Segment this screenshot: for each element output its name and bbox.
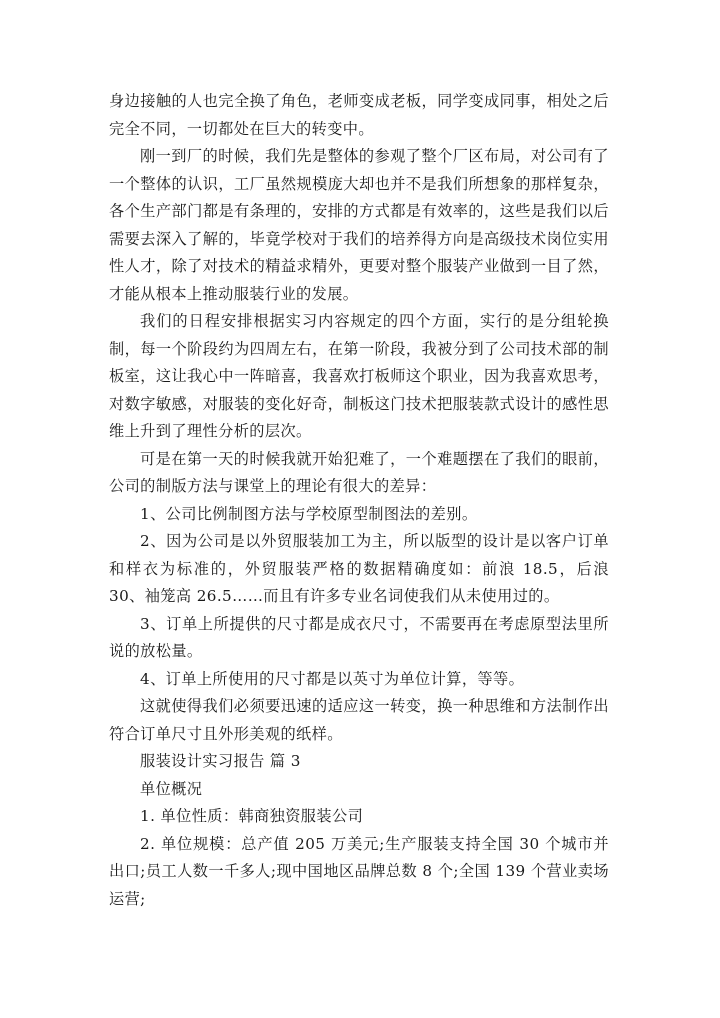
unit-nature: 1. 单位性质：韩商独资服装公司 — [140, 807, 364, 825]
list-item-4: 4、订单上所使用的尺寸都是以英寸为单位计算，等等。 — [140, 669, 525, 688]
paragraph-first-day: 可是在第一天的时候我就开始犯难了，一个难题摆在了我们的眼前，公司的制版方法与课堂上的理论有很大的差异： — [109, 449, 609, 495]
subsection-heading: 单位概况 — [140, 779, 203, 798]
paragraph-conclusion: 这就使得我们必须要迅速的适应这一转变，换一种思维和方法制作出符合订单尺寸且外形美观的纸样。 — [109, 697, 609, 743]
paragraph-role-change: 身边接触的人也完全换了角色，老师变成老板，同学变成同事，相处之后完全不同，一切都处在巨大的转变中。 — [109, 92, 609, 138]
paragraph-schedule: 我们的日程安排根据实习内容规定的四个方面，实行的是分组轮换制，每一个阶段约为四周左右，在第一阶段，我被分到了公司技术部的制板室，这让我心中一阵暗喜，我喜欢打板师这个职业，因为我喜欢思考，对数字敏感，对服装的变化好奇，制板这门技术把服装款式设计的感性思维上升到了理性分析的层次。 — [109, 312, 609, 440]
list-item-2: 2、因为公司是以外贸服装加工为主，所以版型的设计是以客户订单和样衣为标准的，外贸服装严格的数据精确度如：前浪 18.5，后浪 30、袖笼高 26.5……而且有许多专业名词使我们从未使用过的。 — [109, 532, 609, 605]
unit-scale: 2. 单位规模：总产值 205 万美元;生产服装支持全国 30 个城市并出口;员工人数一千多人;现中国地区品牌总数 8 个;全国 139 个营业卖场运营; — [109, 834, 609, 908]
section-heading: 服装设计实习报告 篇 3 — [140, 752, 301, 770]
list-item-1: 1、公司比例制图方法与学校原型制图法的差别。 — [140, 504, 478, 523]
document-body — [109, 88, 609, 913]
list-item-3: 3、订单上所提供的尺寸都是成衣尺寸，不需要再在考虑原型法里所说的放松量。 — [109, 614, 609, 660]
paragraph-factory-visit: 刚一到厂的时候，我们先是整体的参观了整个厂区布局，对公司有了一个整体的认识，工厂虽然规模庞大却也并不是我们所想象的那样复杂，各个生产部门都是有条理的，安排的方式都是有效率的，这些是我们以后需要去深入了解的，毕竟学校对于我们的培养得方向是高级技术岗位实用性人才，除了对技术的精益求精外，更要对整个服装产业做到一目了然，才能从根本上推动服装行业的发展。 — [109, 147, 609, 303]
